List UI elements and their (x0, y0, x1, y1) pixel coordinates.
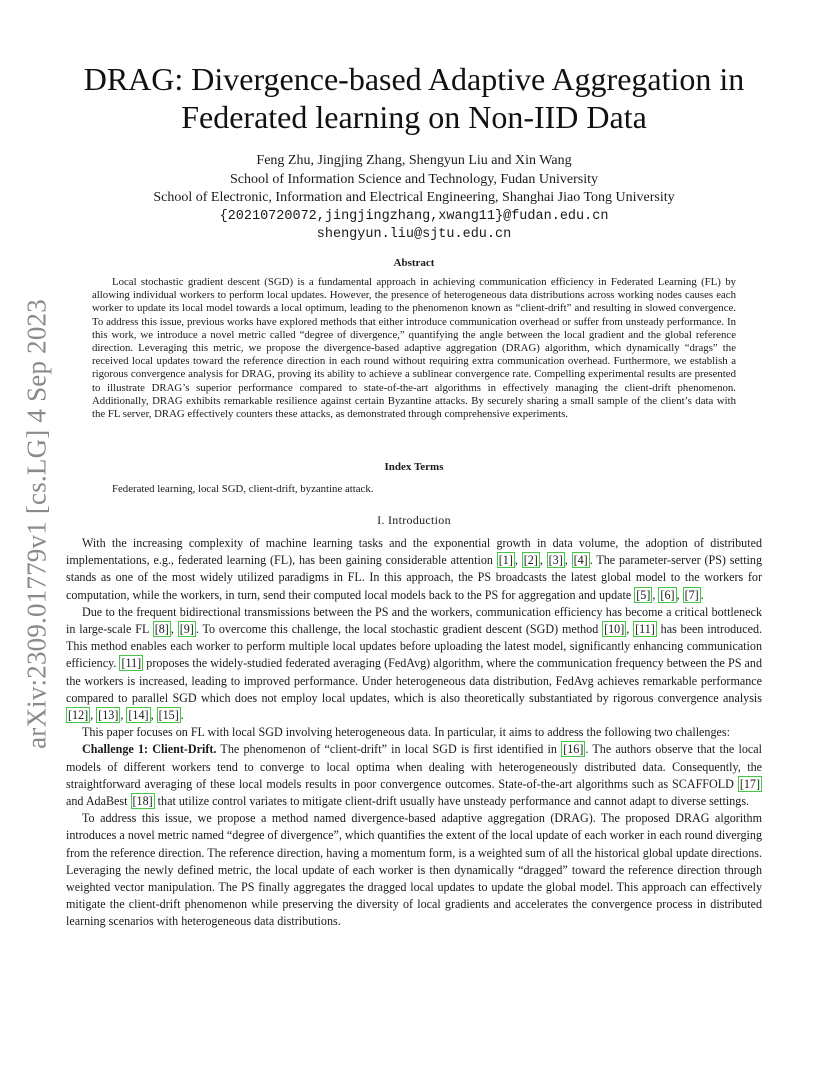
citation-link[interactable]: [15] (158, 708, 179, 723)
intro-paragraph-1: With the increasing complexity of machine learning tasks and the exponential growth in data volume, the adoption of distributed implementations, e.g., federated learning (FL), has been gaining considerable attention [1] , [2] , [3] , [4] . The parameter-server (PS) setting stands as one of the most widely utilized paradigms in FL. In this approach, the PS broadcasts the latest global model to the workers for computation, while the workers, in turn, send their computed local models back to the PS for aggregation and update [5] , [6] , [7] . (66, 536, 763, 602)
arxiv-identifier[interactable]: arXiv:2309.01779v1 [cs.LG] 4 Sep 2023 (21, 299, 52, 749)
citation-link[interactable]: [10] (604, 622, 625, 637)
title-line-1: DRAG: Divergence-based Adaptive Aggregation in (83, 61, 745, 97)
arxiv-side-stamp (20, 296, 54, 752)
intro-paragraph-3: This paper focuses on FL with local SGD involving heterogeneous data. In particular, it aims to address the following two challenges: (82, 725, 730, 740)
author-email-sjtu[interactable]: shengyun.liu@sjtu.edu.cn (316, 227, 512, 242)
citation-link[interactable]: [14] (128, 708, 149, 723)
citation-link[interactable]: [11] (121, 656, 142, 671)
citation-link[interactable]: [4] (573, 553, 588, 568)
intro-paragraph-2: Due to the frequent bidirectional transmissions between the PS and the workers, communication efficiency has become a critical bottleneck in large-scale FL [8] , [9] . To overcome this challenge, the local stochastic gradient descent (SGD) method [10] , [11] has been introduced. This method enables each worker to perform multiple local updates before uploading the latest model, significantly enhancing communication efficiency. [11] proposes the widely-studied federated averaging (FedAvg) algorithm, where the communication frequency between the PS and the workers is increased, leading to improved performance. Under heterogeneous data distribution, FedAvg achieves remarkable performance compared to parallel SGD which does not employ local updates, which is also theoretically substantiated by rigorous convergence analysis [12] , [13] , [14] , [15] . (66, 604, 763, 723)
author-emails-fudan[interactable]: {20210720072,jingjingzhang,xwang11}@fudan.edu.cn (219, 208, 609, 224)
citation-link[interactable]: [2] (523, 553, 538, 568)
section-heading-introduction: I. Introduction (377, 513, 451, 527)
author-names: Feng Zhu, Jingjing Zhang, Shengyun Liu and Xin Wang (256, 153, 572, 168)
abstract-heading: Abstract (393, 257, 435, 269)
citation-link[interactable]: [6] (660, 587, 675, 602)
title-line-2: Federated learning on Non-IID Data (181, 99, 647, 135)
citation-link[interactable]: [17] (739, 776, 760, 791)
affiliation-fudan: School of Information Science and Technology, Fudan University (230, 171, 598, 187)
citation-link[interactable]: [13] (98, 708, 119, 723)
index-terms-heading: Index Terms (384, 461, 444, 473)
citation-link[interactable]: [16] (563, 742, 584, 757)
citation-link[interactable]: [8] (154, 622, 169, 637)
citation-link[interactable]: [11] (635, 622, 655, 637)
citation-link[interactable]: [12] (68, 708, 89, 723)
intro-paragraph-4: Challenge 1: Client-Drift. The phenomenon of “client-drift” in local SGD is first identified in [16] . The authors observe that the local models of different workers tend to converge to local optima when dealing with heterogeneously distributed data. Consequently, the straightforward averaging of these local models results in poor convergence outcomes. State-of-the-art algorithms such as SCAFFOLD [17] and AdaBest [18] that utilize control variates to mitigate client-drift usually have unsteady performance and cannot adapt to diverse settings. (66, 742, 762, 809)
intro-paragraph-5: To address this issue, we propose a method named divergence-based adaptive aggregation (DRAG). The proposed DRAG algorithm introduces a novel metric named “degree of divergence”, which quantifies the extent of the local update of each worker in each round diverging from the reference direction. The reference direction, having a momentum form, is a weighted sum of all the historical global update directions. Leveraging the newly defined metric, the local update of each worker is then dynamically “dragged” toward the reference direction through weighted vector manipulation. The PS finally aggregates the dragged local updates to update the global model. This approach can effectively mitigate the client-drift phenomenon while preserving the diversity of local gradients and accelerates the convergence process in distributed learning scenarios with heterogeneous data distributions. (66, 811, 762, 929)
citation-link[interactable]: [5] (636, 587, 651, 602)
abstract-body: Local stochastic gradient descent (SGD) is a fundamental approach in achieving communication efficiency in Federated Learning (FL) by allowing individual workers to perform local updates. However, the presence of heterogeneous data distributions across working nodes causes each worker to update its local model towards a local optimum, leading to the phenomenon known as “client-drift” and resulting in slowed convergence. To address this issue, previous works have explored methods that either introduce communication overhead or suffer from unsteady performance. In this work, we introduce a novel metric called “degree of divergence,” quantifying the angle between the local gradient and the global reference direction. Leveraging this metric, we propose the divergence-based adaptive aggregation (DRAG) algorithm, which dynamically “drags” the received local updates toward the reference direction in each round without requiring extra communication overhead. Furthermore, we establish a rigorous convergence analysis for DRAG, proving its ability to achieve a sublinear convergence rate. Compelling experimental results are presented to illustrate DRAG’s superior performance compared to state-of-the-art algorithms in effectively managing the client-drift phenomenon. Additionally, DRAG exhibits remarkable resilience against certain Byzantine attacks. By securely sharing a small sample of the client’s data with the FL server, DRAG effectively counters these attacks, as demonstrated through comprehensive experiments. (92, 276, 736, 421)
introduction-body (66, 535, 762, 931)
citation-link[interactable]: [3] (548, 553, 563, 568)
citation-link[interactable]: [7] (684, 587, 699, 602)
challenge-1-label: Challenge 1: Client-Drift. (82, 742, 217, 757)
index-terms-body: Federated learning, local SGD, client-drift, byzantine attack. (112, 483, 374, 495)
affiliation-sjtu: School of Electronic, Information and Electrical Engineering, Shanghai Jiao Tong University (153, 190, 675, 205)
author-block (60, 152, 768, 245)
citation-link[interactable]: [1] (498, 553, 513, 568)
paper-title (60, 60, 768, 136)
citation-link[interactable]: [9] (179, 622, 194, 637)
citation-link[interactable]: [18] (132, 794, 153, 809)
